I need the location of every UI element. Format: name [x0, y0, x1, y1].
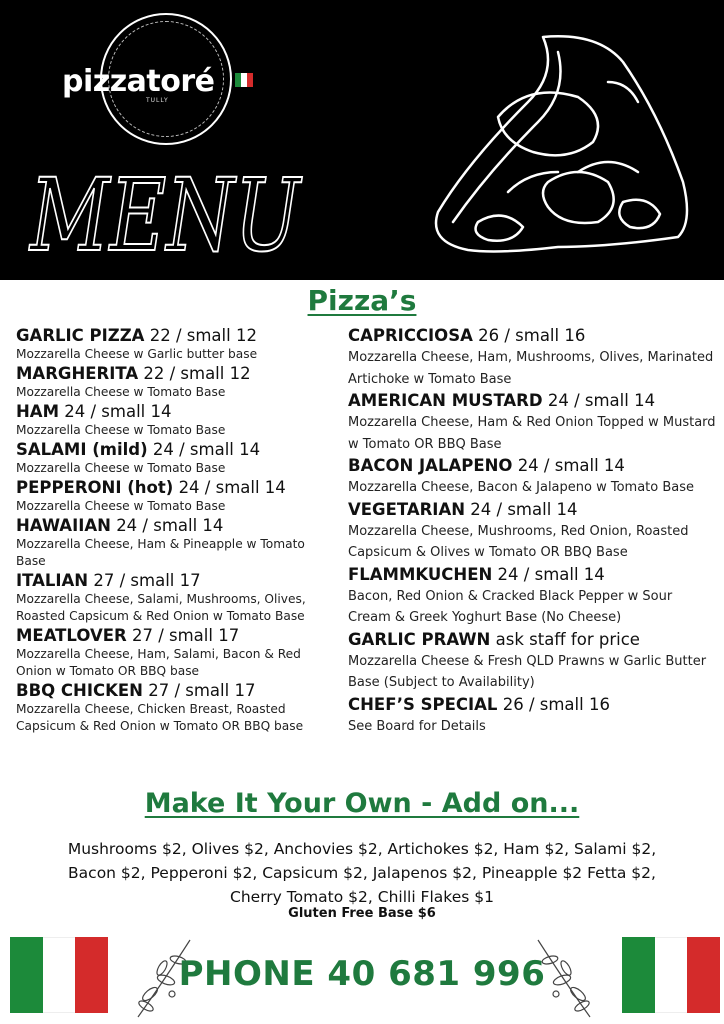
menu-item [16, 325, 338, 363]
item-price: 22 / small 12 [149, 326, 257, 345]
item-name: MARGHERITA [16, 364, 139, 383]
item-description: Mozzarella Cheese, Ham & Red Onion Topped w Mustard w Tomato OR BBQ Base [348, 415, 716, 452]
menu-item [348, 390, 718, 455]
item-description: Mozzarella Cheese w Tomato Base [16, 461, 226, 475]
section-title-pizzas: Pizza’s [307, 284, 417, 317]
pizza-list-left [16, 325, 338, 735]
header-banner [0, 0, 724, 280]
item-price: 24 / small 14 [470, 499, 578, 519]
brand-location: TULLY [146, 97, 169, 104]
item-price: 26 / small 16 [478, 326, 586, 345]
item-name: CHEF’S SPECIAL [348, 694, 498, 714]
item-description: See Board for Details [348, 718, 486, 734]
item-description: Mozzarella Cheese, Mushrooms, Red Onion, Roasted Capsicum & Olives w Tomato OR BBQ Base [348, 523, 689, 560]
item-price: 24 / small 14 [116, 516, 224, 535]
item-description: Mozzarella Cheese w Garlic butter base [16, 347, 258, 361]
item-price: 27 / small 17 [148, 681, 256, 700]
menu-item [16, 439, 338, 477]
item-name: VEGETARIAN [348, 499, 466, 519]
item-name: HAM [16, 402, 59, 421]
menu-item [16, 625, 338, 680]
brand-logo: pizzatoré [62, 64, 215, 99]
menu-item [16, 363, 338, 401]
menu-item [348, 629, 718, 694]
menu-item [16, 515, 338, 570]
item-description: Mozzarella Cheese w Tomato Base [16, 423, 226, 437]
item-price: 24 / small 14 [547, 391, 656, 410]
menu-heading [28, 157, 310, 274]
item-description: Mozzarella Cheese w Tomato Base [16, 385, 226, 399]
item-name: BACON JALAPENO [348, 456, 513, 475]
item-name: ITALIAN [16, 571, 89, 590]
item-name: AMERICAN MUSTARD [348, 391, 543, 410]
menu-item [16, 680, 338, 735]
item-description: Mozzarella Cheese w Tomato Base [16, 499, 226, 513]
item-description: Mozzarella Cheese & Fresh QLD Prawns w Garlic Butter Base (Subject to Availability) [348, 653, 707, 690]
pizza-slice-icon [408, 22, 698, 262]
menu-item [16, 570, 338, 625]
item-description: Mozzarella Cheese, Bacon & Jalapeno w Tomato Base [348, 480, 695, 495]
addons-line: Cherry Tomato $2, Chilli Flakes $1 [230, 888, 494, 906]
addons-title: Make It Your Own - Add on... [144, 788, 580, 819]
menu-item [348, 325, 718, 390]
item-description: Mozzarella Cheese, Ham & Pineapple w Tomato Base [16, 537, 305, 568]
item-name: GARLIC PRAWN [348, 629, 491, 649]
item-price: 26 / small 16 [502, 694, 610, 714]
item-name: SALAMI (mild) [16, 440, 148, 459]
menu-item [348, 564, 718, 629]
menu-item [348, 499, 718, 564]
item-description: Bacon, Red Onion & Cracked Black Pepper w Sour Cream & Greek Yoghurt Base (No Cheese) [348, 588, 673, 625]
item-price: 24 / small 14 [497, 564, 605, 584]
menu-item [16, 477, 338, 515]
item-name: PEPPERONI (hot) [16, 478, 174, 497]
item-name: CAPRICCIOSA [348, 326, 473, 345]
svg-text:MENU: MENU [28, 157, 303, 274]
item-name: GARLIC PIZZA [16, 326, 145, 345]
item-description: Mozzarella Cheese, Salami, Mushrooms, Olives, Roasted Capsicum & Red Onion w Tomato Base [16, 592, 306, 623]
item-price: 24 / small 14 [152, 440, 261, 459]
item-price: 27 / small 17 [131, 626, 240, 645]
addons-line: Mushrooms $2, Olives $2, Anchovies $2, Artichokes $2, Ham $2, Salami $2, [67, 840, 657, 858]
item-price: ask staff for price [495, 629, 640, 649]
item-name: FLAMMKUCHEN [348, 564, 493, 584]
item-name: HAWAIIAN [16, 516, 111, 535]
menu-item [16, 401, 338, 439]
gluten-free-note: Gluten Free Base $6 [288, 906, 436, 921]
addons-line: Bacon $2, Pepperoni $2, Capsicum $2, Jalapenos $2, Pineapple $2 Fetta $2, [68, 864, 656, 882]
item-name: BBQ CHICKEN [16, 681, 143, 700]
pizza-list-right [348, 325, 718, 737]
item-description: Mozzarella Cheese, Chicken Breast, Roasted Capsicum & Red Onion w Tomato OR BBQ base [16, 702, 304, 733]
item-description: Mozzarella Cheese, Ham, Mushrooms, Olives, Marinated Artichoke w Tomato Base [348, 350, 714, 387]
item-price: 24 / small 14 [178, 478, 286, 497]
item-price: 27 / small 17 [93, 571, 201, 590]
menu-item [348, 455, 718, 499]
item-description: Mozzarella Cheese, Ham, Salami, Bacon & Red Onion w Tomato OR BBQ base [16, 647, 301, 678]
item-name: MEATLOVER [16, 626, 127, 645]
item-price: 24 / small 14 [64, 402, 172, 421]
item-price: 24 / small 14 [517, 456, 625, 475]
menu-item [348, 694, 718, 738]
item-price: 22 / small 12 [143, 364, 251, 383]
addons-list [30, 837, 694, 909]
italian-flag-icon [235, 73, 253, 87]
phone-number[interactable]: PHONE 40 681 996 [178, 954, 546, 994]
